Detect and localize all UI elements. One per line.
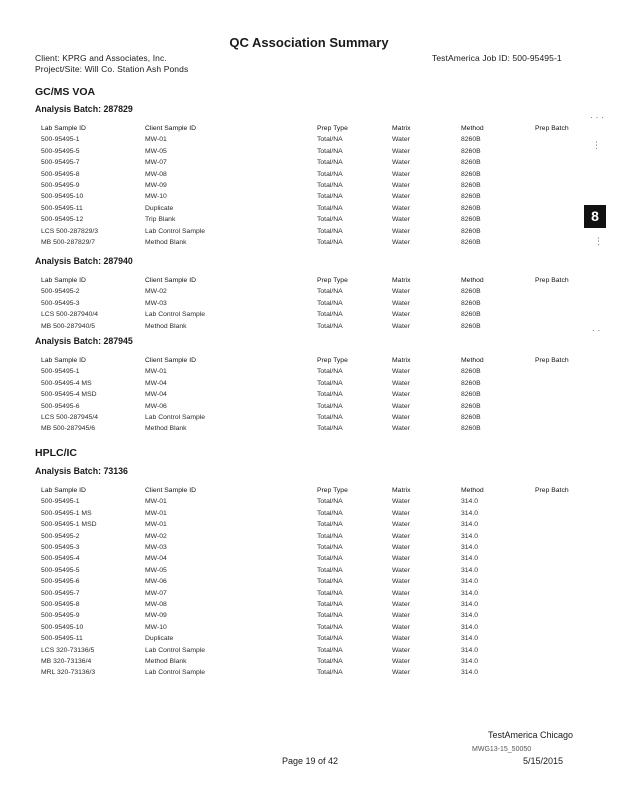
cell-prep-type: Total/NA [317, 204, 343, 212]
cell-method: 314.0 [461, 555, 479, 563]
job-id: TestAmerica Job ID: 500-95495-1 [432, 53, 562, 63]
cell-client-sample-id: MW-04 [145, 555, 167, 563]
table-row [0, 578, 618, 589]
column-header-prep-batch: Prep Batch [535, 125, 569, 132]
cell-client-sample-id: Method Blank [145, 239, 187, 246]
cell-matrix: Water [392, 623, 410, 631]
cell-prep-type: Total/NA [317, 182, 343, 189]
cell-method: 314.0 [461, 612, 479, 620]
page-title: QC Association Summary [229, 35, 389, 50]
cell-client-sample-id: Lab Control Sample [145, 227, 206, 235]
column-header-client-sample-id: Client Sample ID [145, 487, 196, 494]
cell-client-sample-id: MW-05 [145, 566, 167, 574]
cell-matrix: Water [392, 555, 410, 563]
cell-lab-sample-id: 500-95495-1 [41, 498, 80, 506]
table-row [0, 171, 618, 182]
cell-client-sample-id: Lab Control Sample [145, 669, 206, 677]
client-line: Client: KPRG and Associates, Inc. [35, 53, 167, 63]
cell-matrix: Water [392, 322, 410, 330]
table-row [0, 647, 618, 658]
cell-prep-type: Total/NA [317, 368, 343, 376]
cell-prep-type: Total/NA [317, 658, 343, 665]
cell-prep-type: Total/NA [317, 322, 343, 330]
cell-client-sample-id: MW-02 [145, 288, 167, 296]
cell-matrix: Water [392, 612, 410, 620]
margin-mark: · · [592, 325, 601, 335]
cell-method: 8260B [461, 182, 481, 189]
analysis-batch-label: Analysis Batch: 287945 [35, 336, 133, 346]
table-row [0, 521, 618, 532]
cell-lab-sample-id: 500-95495-7 [41, 589, 80, 597]
cell-method: 8260B [461, 204, 481, 212]
cell-prep-type: Total/NA [317, 635, 343, 643]
cell-client-sample-id: Trip Blank [145, 216, 176, 224]
cell-matrix: Water [392, 311, 410, 319]
cell-method: 314.0 [461, 658, 479, 665]
cell-method: 314.0 [461, 635, 479, 643]
cell-client-sample-id: MW-08 [145, 170, 167, 178]
cell-matrix: Water [392, 402, 410, 410]
cell-matrix: Water [392, 658, 410, 665]
cell-method: 314.0 [461, 532, 479, 540]
cell-lab-sample-id: 500-95495-3 [41, 299, 80, 307]
cell-client-sample-id: MW-05 [145, 147, 167, 155]
cell-matrix: Water [392, 544, 410, 551]
cell-client-sample-id: MW-03 [145, 544, 167, 551]
cell-prep-type: Total/NA [317, 414, 343, 421]
footer-page-number: Page 19 of 42 [282, 756, 339, 766]
footer-doc-id: MWG13-15_50050 [472, 746, 532, 753]
cell-client-sample-id: MW-01 [145, 521, 167, 529]
column-header-prep-type: Prep Type [317, 487, 348, 494]
cell-client-sample-id: Method Blank [145, 658, 187, 665]
table-row [0, 193, 618, 204]
cell-prep-type: Total/NA [317, 159, 343, 167]
cell-lab-sample-id: 500-95495-10 [41, 193, 84, 201]
cell-client-sample-id: MW-07 [145, 589, 167, 597]
cell-client-sample-id: MW-06 [145, 578, 167, 586]
margin-mark: ⋮ [594, 236, 603, 246]
cell-method: 8260B [461, 379, 481, 387]
table-row [0, 555, 618, 566]
table-row [0, 635, 618, 646]
table-row [0, 368, 618, 379]
cell-prep-type: Total/NA [317, 589, 343, 597]
cell-matrix: Water [392, 170, 410, 178]
table-row [0, 533, 618, 544]
cell-client-sample-id: MW-02 [145, 532, 167, 540]
cell-method: 8260B [461, 322, 481, 330]
cell-prep-type: Total/NA [317, 299, 343, 307]
cell-client-sample-id: MW-04 [145, 391, 167, 399]
analysis-batch-label: Analysis Batch: 287829 [35, 104, 133, 114]
cell-client-sample-id: MW-06 [145, 402, 167, 410]
cell-lab-sample-id: 500-95495-6 [41, 402, 80, 410]
cell-prep-type: Total/NA [317, 601, 343, 608]
column-header-matrix: Matrix [392, 487, 411, 494]
cell-client-sample-id: MW-10 [145, 193, 167, 201]
cell-prep-type: Total/NA [317, 509, 343, 517]
table-row [0, 624, 618, 635]
table-row [0, 510, 618, 521]
cell-lab-sample-id: 500-95495-2 [41, 288, 80, 296]
analysis-batch-label: Analysis Batch: 287940 [35, 256, 133, 266]
cell-matrix: Water [392, 227, 410, 235]
cell-lab-sample-id: 500-95495-5 [41, 566, 80, 574]
cell-method: 314.0 [461, 544, 479, 551]
table-row [0, 288, 618, 299]
cell-prep-type: Total/NA [317, 193, 343, 201]
table-row [0, 148, 618, 159]
cell-lab-sample-id: 500-95495-10 [41, 623, 84, 631]
cell-lab-sample-id: 500-95495-4 [41, 555, 80, 563]
cell-prep-type: Total/NA [317, 646, 343, 654]
table-row [0, 205, 618, 216]
column-header-matrix: Matrix [392, 125, 411, 132]
table-row [0, 380, 618, 391]
column-header-prep-batch: Prep Batch [535, 487, 569, 494]
cell-lab-sample-id: 500-95495-1 [41, 136, 80, 144]
table-row [0, 216, 618, 227]
cell-prep-type: Total/NA [317, 669, 343, 677]
column-header-lab-sample-id: Lab Sample ID [41, 277, 86, 284]
cell-matrix: Water [392, 601, 410, 608]
table-row [0, 414, 618, 425]
cell-matrix: Water [392, 578, 410, 586]
cell-matrix: Water [392, 182, 410, 189]
cell-lab-sample-id: MRL 320-73136/3 [41, 669, 96, 677]
table-row [0, 544, 618, 555]
cell-lab-sample-id: 500-95495-5 [41, 147, 80, 155]
cell-method: 8260B [461, 170, 481, 178]
cell-lab-sample-id: 500-95495-7 [41, 159, 80, 167]
cell-lab-sample-id: 500-95495-9 [41, 182, 80, 189]
cell-lab-sample-id: 500-95495-9 [41, 612, 80, 620]
cell-matrix: Water [392, 521, 410, 529]
cell-client-sample-id: Duplicate [145, 204, 174, 212]
cell-client-sample-id: MW-01 [145, 136, 167, 144]
cell-matrix: Water [392, 589, 410, 597]
table-row [0, 498, 618, 509]
cell-method: 314.0 [461, 509, 479, 517]
cell-prep-type: Total/NA [317, 532, 343, 540]
cell-matrix: Water [392, 532, 410, 540]
cell-lab-sample-id: 500-95495-4 MS [41, 379, 92, 387]
cell-matrix: Water [392, 239, 410, 246]
cell-lab-sample-id: 500-95495-11 [41, 204, 83, 212]
cell-lab-sample-id: MB 500-287940/5 [41, 322, 96, 330]
cell-lab-sample-id: 500-95495-12 [41, 216, 84, 224]
column-header-method: Method [461, 357, 484, 364]
cell-matrix: Water [392, 147, 410, 155]
table-header-row [0, 125, 618, 136]
cell-lab-sample-id: 500-95495-1 MS [41, 509, 92, 517]
cell-lab-sample-id: LCS 500-287945/4 [41, 414, 99, 421]
table-row [0, 669, 618, 680]
cell-prep-type: Total/NA [317, 623, 343, 631]
cell-client-sample-id: Method Blank [145, 322, 187, 330]
cell-method: 314.0 [461, 521, 479, 529]
table-row [0, 391, 618, 402]
cell-method: 8260B [461, 402, 481, 410]
cell-prep-type: Total/NA [317, 612, 343, 620]
column-header-client-sample-id: Client Sample ID [145, 357, 196, 364]
cell-client-sample-id: Lab Control Sample [145, 646, 206, 654]
cell-prep-type: Total/NA [317, 288, 343, 296]
section-gcms-voa: GC/MS VOA [35, 86, 96, 98]
table-row [0, 300, 618, 311]
cell-method: 314.0 [461, 623, 479, 631]
cell-matrix: Water [392, 391, 410, 399]
cell-client-sample-id: MW-04 [145, 379, 167, 387]
cell-prep-type: Total/NA [317, 391, 343, 399]
cell-method: 8260B [461, 391, 481, 399]
cell-lab-sample-id: 500-95495-2 [41, 532, 80, 540]
cell-prep-type: Total/NA [317, 425, 343, 433]
cell-client-sample-id: Lab Control Sample [145, 414, 206, 421]
cell-method: 8260B [461, 159, 481, 167]
cell-prep-type: Total/NA [317, 136, 343, 144]
cell-client-sample-id: Lab Control Sample [145, 311, 206, 319]
column-header-prep-batch: Prep Batch [535, 357, 569, 364]
cell-client-sample-id: Method Blank [145, 425, 187, 433]
table-row [0, 425, 618, 436]
cell-client-sample-id: MW-01 [145, 368, 167, 376]
column-header-client-sample-id: Client Sample ID [145, 125, 196, 132]
cell-prep-type: Total/NA [317, 521, 343, 529]
cell-prep-type: Total/NA [317, 239, 343, 246]
cell-matrix: Water [392, 669, 410, 677]
cell-prep-type: Total/NA [317, 379, 343, 387]
cell-client-sample-id: MW-09 [145, 612, 167, 620]
column-header-matrix: Matrix [392, 357, 411, 364]
cell-lab-sample-id: 500-95495-6 [41, 578, 80, 586]
table-row [0, 612, 618, 623]
cell-client-sample-id: MW-08 [145, 601, 167, 608]
cell-method: 8260B [461, 193, 481, 201]
cell-matrix: Water [392, 635, 410, 643]
table-row [0, 590, 618, 601]
footer-date: 5/15/2015 [523, 756, 564, 766]
cell-matrix: Water [392, 193, 410, 201]
column-header-client-sample-id: Client Sample ID [145, 277, 196, 284]
table-row [0, 658, 618, 669]
analysis-batch-label: Analysis Batch: 73136 [35, 466, 128, 476]
cell-prep-type: Total/NA [317, 566, 343, 574]
cell-client-sample-id: MW-07 [145, 159, 167, 167]
column-header-prep-type: Prep Type [317, 125, 348, 132]
column-header-method: Method [461, 277, 484, 284]
cell-method: 8260B [461, 239, 481, 246]
cell-method: 8260B [461, 227, 481, 235]
table-row [0, 567, 618, 578]
cell-lab-sample-id: 500-95495-4 MSD [41, 391, 97, 399]
cell-prep-type: Total/NA [317, 216, 343, 224]
cell-method: 8260B [461, 147, 481, 155]
column-header-lab-sample-id: Lab Sample ID [41, 125, 86, 132]
column-header-lab-sample-id: Lab Sample ID [41, 487, 86, 494]
cell-lab-sample-id: 500-95495-11 [41, 635, 83, 643]
column-header-prep-type: Prep Type [317, 277, 348, 284]
cell-matrix: Water [392, 288, 410, 296]
cell-prep-type: Total/NA [317, 578, 343, 586]
cell-matrix: Water [392, 498, 410, 506]
cell-client-sample-id: MW-03 [145, 299, 167, 307]
cell-matrix: Water [392, 566, 410, 574]
table-header-row [0, 357, 618, 368]
cell-prep-type: Total/NA [317, 402, 343, 410]
cell-method: 8260B [461, 311, 481, 319]
cell-lab-sample-id: 500-95495-1 MSD [41, 521, 97, 529]
column-header-prep-type: Prep Type [317, 357, 348, 364]
cell-lab-sample-id: MB 320-73136/4 [41, 658, 92, 665]
cell-lab-sample-id: MB 500-287945/6 [41, 425, 96, 433]
cell-matrix: Water [392, 299, 410, 307]
cell-method: 8260B [461, 368, 481, 376]
cell-matrix: Water [392, 368, 410, 376]
cell-matrix: Water [392, 136, 410, 144]
cell-lab-sample-id: 500-95495-8 [41, 170, 80, 178]
table-row [0, 239, 618, 250]
cell-method: 314.0 [461, 498, 479, 506]
cell-matrix: Water [392, 204, 410, 212]
section-hplc-ic: HPLC/IC [35, 447, 77, 459]
cell-method: 314.0 [461, 578, 479, 586]
cell-prep-type: Total/NA [317, 147, 343, 155]
cell-method: 8260B [461, 288, 481, 296]
cell-client-sample-id: MW-09 [145, 182, 167, 189]
table-row [0, 601, 618, 612]
table-header-row [0, 277, 618, 288]
cell-client-sample-id: MW-01 [145, 509, 167, 517]
cell-client-sample-id: MW-10 [145, 623, 167, 631]
table-row [0, 159, 618, 170]
project-line: Project/Site: Will Co. Station Ash Ponds [35, 64, 189, 74]
cell-lab-sample-id: LCS 500-287829/3 [41, 227, 99, 235]
cell-method: 8260B [461, 136, 481, 144]
table-row [0, 182, 618, 193]
cell-method: 8260B [461, 216, 481, 224]
cell-matrix: Water [392, 425, 410, 433]
cell-method: 314.0 [461, 646, 479, 654]
column-header-method: Method [461, 125, 484, 132]
margin-mark: · · · [590, 112, 604, 122]
margin-mark: ⋮ [592, 140, 601, 150]
column-header-lab-sample-id: Lab Sample ID [41, 357, 86, 364]
column-header-matrix: Matrix [392, 277, 411, 284]
table-row [0, 311, 618, 322]
cell-method: 8260B [461, 299, 481, 307]
cell-matrix: Water [392, 216, 410, 224]
table-row [0, 323, 618, 334]
table-row [0, 136, 618, 147]
table-row [0, 403, 618, 414]
cell-lab-sample-id: LCS 320-73136/5 [41, 646, 95, 654]
cell-client-sample-id: MW-01 [145, 498, 167, 506]
cell-method: 8260B [461, 425, 481, 433]
section-tab-badge: 8 [584, 205, 606, 228]
cell-method: 314.0 [461, 601, 479, 608]
cell-matrix: Water [392, 646, 410, 654]
cell-prep-type: Total/NA [317, 544, 343, 551]
cell-prep-type: Total/NA [317, 498, 343, 506]
cell-lab-sample-id: LCS 500-287940/4 [41, 311, 99, 319]
cell-matrix: Water [392, 379, 410, 387]
footer-lab: TestAmerica Chicago [488, 730, 574, 740]
cell-prep-type: Total/NA [317, 170, 343, 178]
cell-lab-sample-id: MB 500-287829/7 [41, 239, 96, 246]
column-header-method: Method [461, 487, 484, 494]
table-row [0, 228, 618, 239]
cell-method: 8260B [461, 414, 481, 421]
cell-matrix: Water [392, 414, 410, 421]
cell-lab-sample-id: 500-95495-1 [41, 368, 80, 376]
cell-lab-sample-id: 500-95495-8 [41, 601, 80, 608]
table-header-row [0, 487, 618, 498]
cell-matrix: Water [392, 509, 410, 517]
column-header-prep-batch: Prep Batch [535, 277, 569, 284]
cell-method: 314.0 [461, 669, 479, 677]
cell-client-sample-id: Duplicate [145, 635, 174, 643]
cell-method: 314.0 [461, 589, 479, 597]
cell-method: 314.0 [461, 566, 479, 574]
cell-matrix: Water [392, 159, 410, 167]
cell-lab-sample-id: 500-95495-3 [41, 544, 80, 551]
cell-prep-type: Total/NA [317, 227, 343, 235]
cell-prep-type: Total/NA [317, 311, 343, 319]
cell-prep-type: Total/NA [317, 555, 343, 563]
